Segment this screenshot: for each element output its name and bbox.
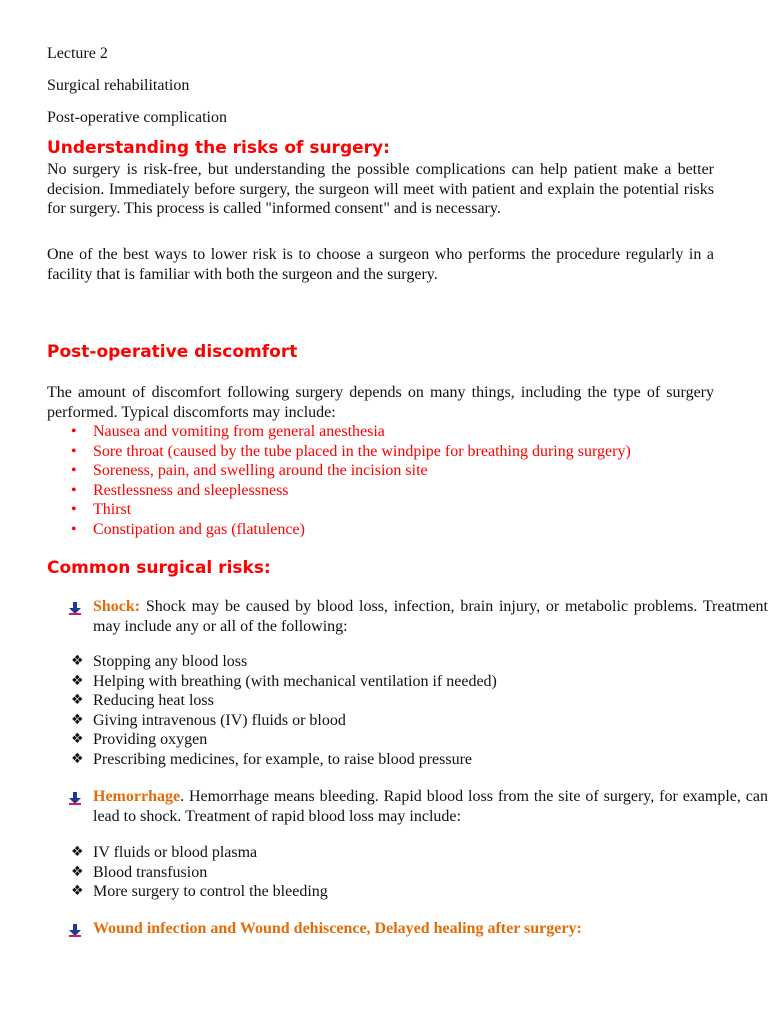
common-risks-heading: Common surgical risks: <box>47 558 271 578</box>
bullet-dot-icon: • <box>71 481 77 499</box>
list-item: • Restlessness and sleeplessness <box>71 481 289 499</box>
bullet-dot-icon: • <box>71 423 77 440</box>
list-item: ❖ Helping with breathing (with mechanical ventilation if needed) <box>71 672 497 690</box>
risks-heading: Understanding the risks of surgery: <box>47 138 390 158</box>
wound-term: Wound infection and Wound dehiscence, Delayed healing after surgery: <box>93 920 582 937</box>
list-item: ❖ More surgery to control the bleeding <box>71 883 328 901</box>
lecture-label: Lecture 2 <box>47 45 108 62</box>
four-diamond-bullet-icon: ❖ <box>71 711 84 728</box>
bullet-dot-icon: • <box>71 520 77 538</box>
four-diamond-bullet-icon: ❖ <box>71 672 84 689</box>
four-diamond-bullet-icon: ❖ <box>71 883 84 900</box>
list-item: ❖ Prescribing medicines, for example, to raise blood pressure <box>71 750 472 768</box>
shock-treatment-list <box>47 652 497 770</box>
hemorrhage-treatment-list <box>47 843 328 902</box>
list-item: ❖ Reducing heat loss <box>71 692 214 710</box>
discomfort-heading: Post-operative discomfort <box>47 342 298 362</box>
down-arrow-bullet-icon <box>69 791 81 805</box>
list-item: • Thirst <box>71 501 132 519</box>
four-diamond-bullet-icon: ❖ <box>71 750 84 767</box>
bullet-dot-icon: • <box>71 462 77 480</box>
list-item: ❖ IV fluids or blood plasma <box>71 844 258 861</box>
discomfort-list <box>47 422 714 540</box>
list-item: • Sore throat (caused by the tube placed in the windpipe for breathing during surgery) <box>71 442 631 460</box>
down-arrow-bullet-icon <box>69 923 81 937</box>
four-diamond-bullet-icon: ❖ <box>71 844 84 860</box>
hemorrhage-paragraph: Hemorrhage. Hemorrhage means bleeding. Rapid blood loss from the site of surgery, for example, can lead to shock. Treatment of rapid blood loss may include: <box>93 788 768 825</box>
discomfort-intro: The amount of discomfort following surgery depends on many things, including the type of surgery performed. Typical discomforts may include: <box>47 384 714 421</box>
list-item: ❖ Giving intravenous (IV) fluids or blood <box>71 711 346 729</box>
topic-title: Post-operative complication <box>47 109 227 126</box>
bullet-dot-icon: • <box>71 501 77 519</box>
down-arrow-bullet-icon <box>69 601 81 615</box>
list-item: • Constipation and gas (flatulence) <box>71 520 305 538</box>
four-diamond-bullet-icon: ❖ <box>71 653 84 669</box>
course-title: Surgical rehabilitation <box>47 77 190 94</box>
list-item: ❖ Stopping any blood loss <box>71 653 248 670</box>
list-item: • Nausea and vomiting from general anesthesia <box>71 423 385 440</box>
hemorrhage-term: Hemorrhage <box>93 788 181 805</box>
list-item: ❖ Providing oxygen <box>71 731 208 749</box>
list-item: ❖ Blood transfusion <box>71 863 208 881</box>
four-diamond-bullet-icon: ❖ <box>71 863 84 880</box>
four-diamond-bullet-icon: ❖ <box>71 692 84 709</box>
risks-paragraph-1: No surgery is risk-free, but understanding the possible complications can help patient make a better decision. Immediately before surgery, the surgeon will meet with patient and explain the potential risks for surgery. This process is called "informed consent" and is necessary. <box>47 161 714 218</box>
risks-paragraph-2: One of the best ways to lower risk is to choose a surgeon who performs the procedure regularly in a facility that is familiar with both the surgeon and the surgery. <box>47 246 714 283</box>
shock-term: Shock: <box>93 598 141 615</box>
list-item: • Soreness, pain, and swelling around the incision site <box>71 462 428 480</box>
bullet-dot-icon: • <box>71 442 77 460</box>
shock-paragraph: Shock: Shock may be caused by blood loss, infection, brain injury, or metabolic problems. Treatment may include any or all of the following: <box>93 598 768 635</box>
four-diamond-bullet-icon: ❖ <box>71 731 84 748</box>
wound-paragraph <box>93 919 768 939</box>
